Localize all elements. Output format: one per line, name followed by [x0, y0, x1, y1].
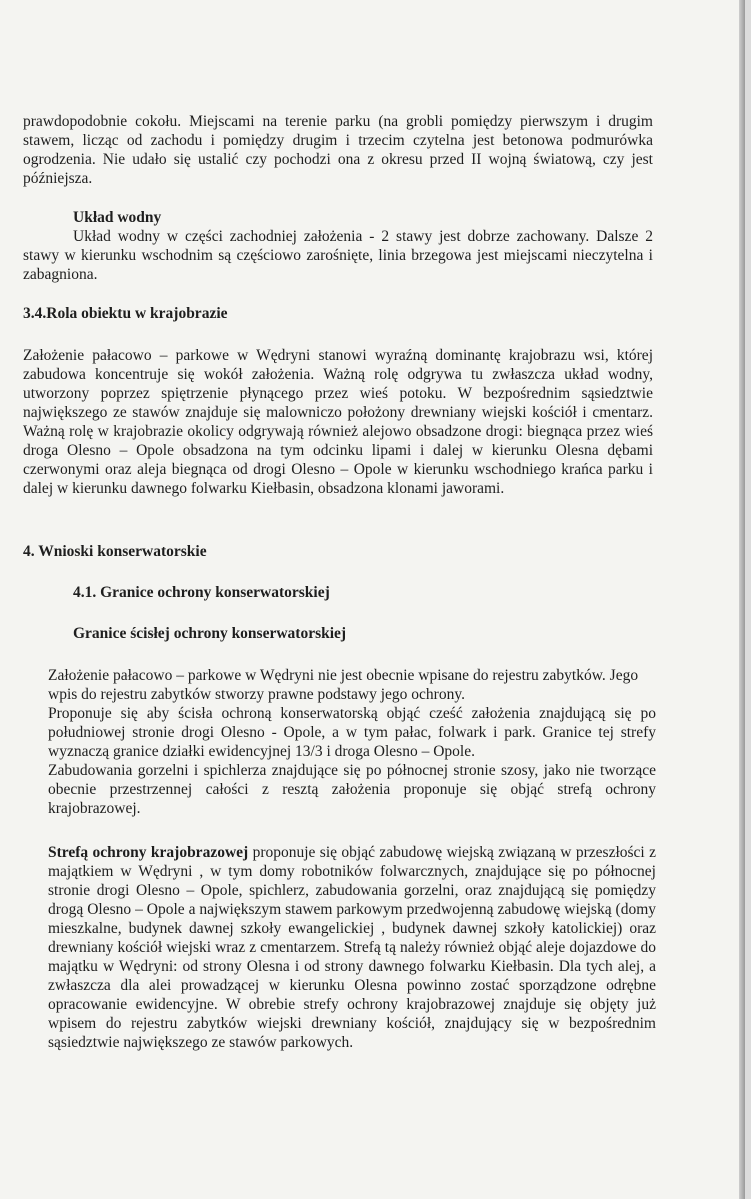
- paragraph-granice-1: Założenie pałacowo – parkowe w Wędryni nie jest obecnie wpisane do rejestru zabytków. Jego wpis do rejestru zabytków stworzy prawne podstawy jego ochrony.: [48, 667, 639, 703]
- heading-4: 4. Wnioski konserwatorskie: [23, 543, 207, 560]
- granice-section: [48, 666, 656, 818]
- paragraph-granice-3: Zabudowania gorzelni i spichlerza znajdujące się po północnej stronie szosy, jako nie tworzące obecnie przestrzennej całości z resztą założenia proponuje się objąć strefą ochrony krajobrazowej.: [48, 762, 656, 817]
- strefa-text: proponuje się objąć zabudowę wiejską związaną w przeszłości z majątkiem w Wędryni , w tym domy robotników folwarcznych, znajdujące się po północnej stronie drogi Olesno – Opole, spichlerz, zabudowania gorzelni, oraz znajdującą się pomiędzy drogą Olesno – Opole a największym stawem parkowym przedwojenną zabudowę wiejską (domy mieszkalne, budynek dawnej szkoły ewangelickiej , budynek dawnej szkoły katolickiej) oraz drewniany kościół wiejski wraz z cmentarzem. Strefą tą należy również objąć aleje dojazdowe do majątku w Wędryni: od strony Olesna i od strony dawnego folwarku Kiełbasin. Dla tych alej, a zwłaszcza dla alei prowadzącej w kierunku Olesna powinno zostać sporządzone odrębne opracowanie ewidencyjne. W obrebie strefy ochrony krajobrazowej znajduje się objęty już wpisem do rejestru zabytków wiejski drewniany kościół, znajdujący się w bezpośrednim sąsiedztwie największego ze stawów parkowych.: [48, 844, 657, 1051]
- paragraph-granice-2: Proponuje się aby ścisła ochroną konserwatorską objąć cześć założenia znajdującą się po południowej stronie drogi Olesno - Opole, a w tym pałac, folwark i park. Granice tej strefy wyznaczą granice działki ewidencyjnej 13/3 i droga Olesno – Opole.: [48, 705, 656, 760]
- page-edge-shadow: [739, 0, 745, 1199]
- heading-granice: Granice ścisłej ochrony konserwatorskiej: [73, 625, 347, 642]
- paragraph-rola-obiektu: Założenie pałacowo – parkowe w Wędryni stanowi wyraźną dominantę krajobrazu wsi, której zabudowa koncentruje się wokół założenia. Ważną rolę odgrywa tu zwłaszcza układ wodny, utworzony poprzez spiętrzenie płynącego przez wieś potoku. W bezpośrednim sąsiedztwie największego ze stawów znajduje się malowniczo położony drewniany wiejski kościół i cmentarz. Ważną rolę w krajobrazie okolicy odgrywają również alejowo obsadzone drogi: biegnąca przez wieś droga Olesno – Opole obsadzona na tym odcinku lipami i dalej w kierunku Olesna dębami czerwonymi oraz aleja biegnąca od drogi Olesno – Opole w kierunku wschodniego krańca parku i dalej w kierunku dawnego folwarku Kiełbasin, obsadzona klonami jaworami.: [23, 347, 653, 497]
- heading-3-4: 3.4.Rola obiektu w krajobrazie: [23, 305, 228, 322]
- paragraph-strefa: [48, 843, 656, 1052]
- paragraph-uklad-wodny: Układ wodny w części zachodniej założenia - 2 stawy jest dobrze zachowany. Dalsze 2 stawy w kierunku wschodnim są częściowo zarośnięte, linia brzegowa jest miejscami nieczytelna i zabagniona.: [23, 228, 653, 283]
- heading-uklad-wodny: Układ wodny: [73, 209, 162, 226]
- paragraph-intro: prawdopodobnie cokołu. Miejscami na terenie parku (na grobli pomiędzy pierwszym i drugim stawem, licząc od zachodu i pomiędzy drugim i trzecim czytelna jest betonowa podmurówka ogrodzenia. Nie udało się ustalić czy pochodzi ona z okresu przed II wojną światową, czy jest późniejsza.: [23, 113, 653, 187]
- heading-4-1: 4.1. Granice ochrony konserwatorskiej: [73, 584, 330, 601]
- strefa-bold-label: Strefą ochrony krajobrazowej: [48, 844, 249, 861]
